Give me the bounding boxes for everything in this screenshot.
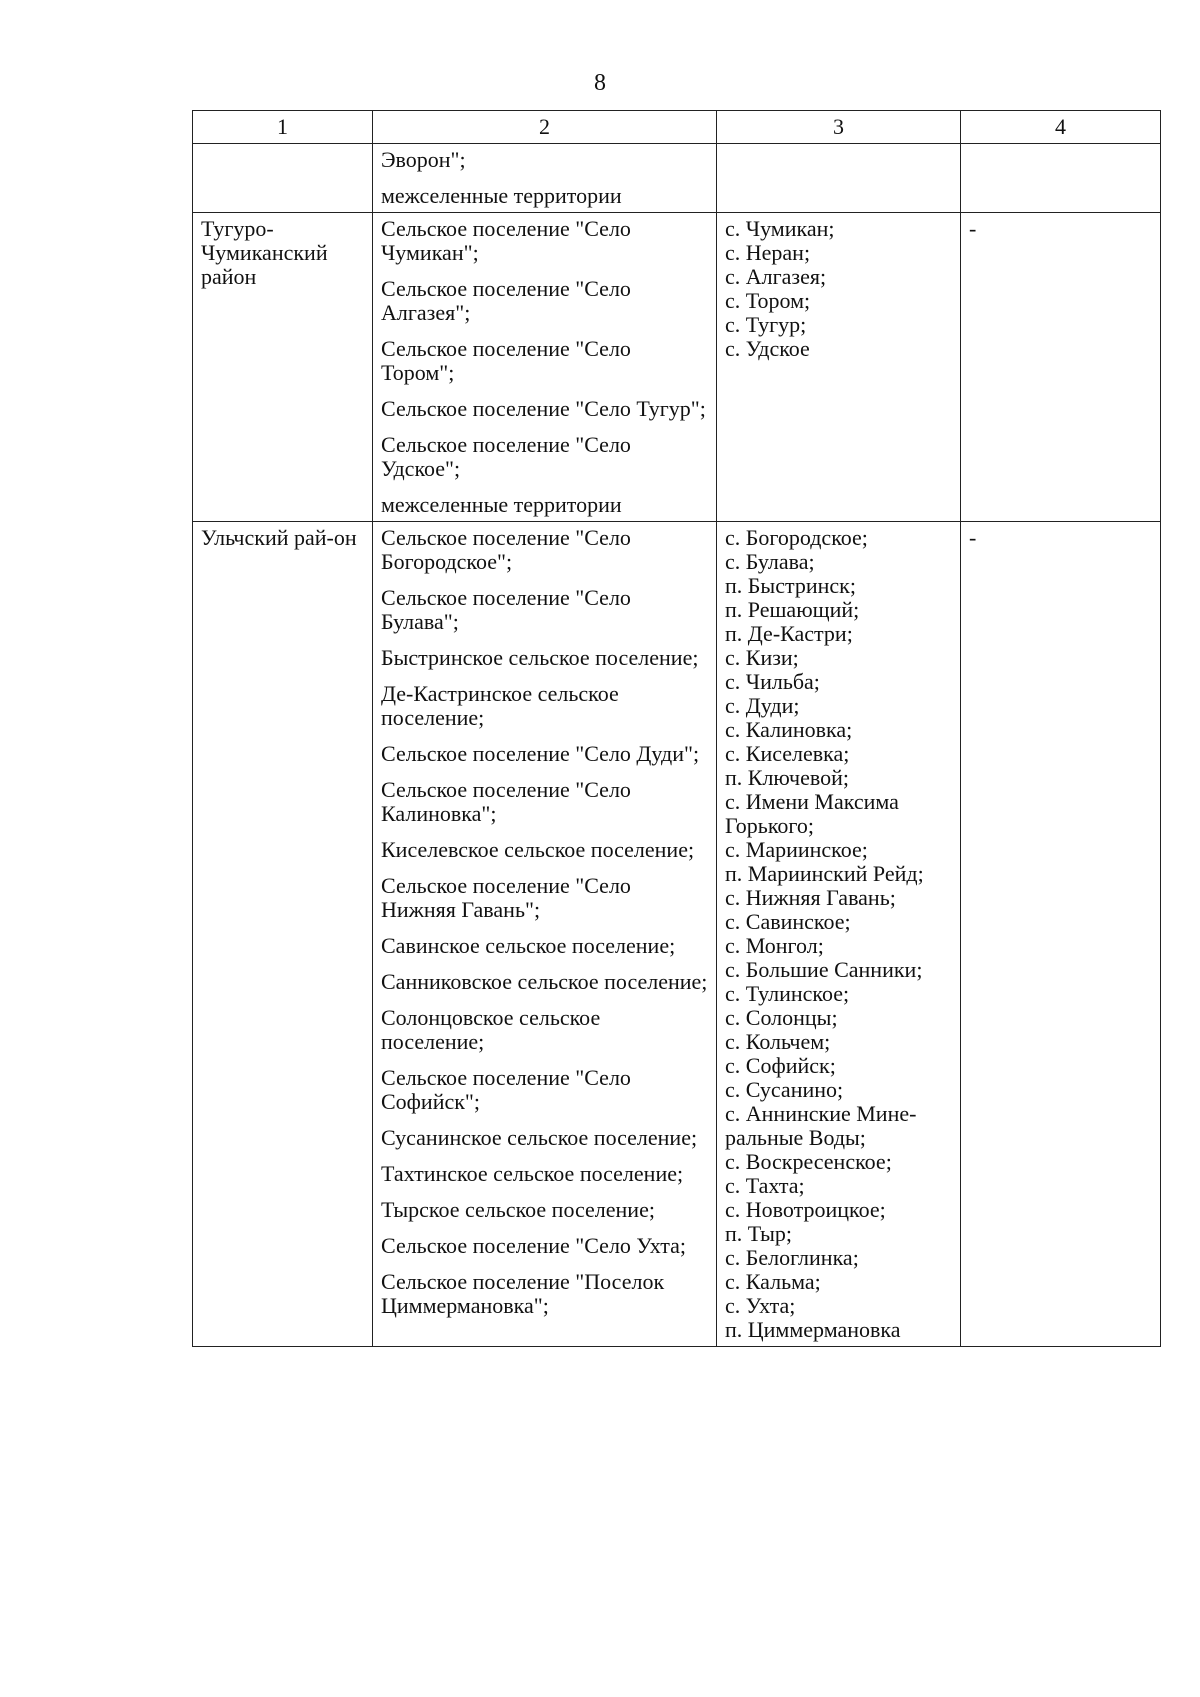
place-item: с. Удское — [725, 336, 810, 361]
place-item: с. Калиновка; — [725, 717, 853, 742]
place-item: с. Новотроицкое; — [725, 1197, 886, 1222]
place-item: п. Решающий; — [725, 597, 860, 622]
table-header-row — [193, 111, 1161, 144]
place-item: п. Де-Кастри; — [725, 621, 853, 646]
settlements-cell — [373, 522, 717, 1347]
settlement-entry: Сельское поселение "Село Удское"; — [381, 432, 631, 481]
settlement-entry: Сельское поселение "Село Чумикан"; — [381, 216, 631, 265]
place-item: с. Софийск; — [725, 1053, 836, 1078]
settlement-entry: Сельское поселение "Село Богородское"; — [381, 525, 631, 574]
settlement-entry: Сельское поселение "Село Софийск"; — [381, 1065, 631, 1114]
place-item: с. Алгазея; — [725, 264, 827, 289]
district-cell: Тугуро-Чумиканский район — [193, 213, 373, 522]
settlements-cell — [373, 144, 717, 213]
place-item: с. Белоглинка; — [725, 1245, 859, 1270]
settlement-entry: межселенные территории — [381, 183, 622, 208]
district-cell — [193, 144, 373, 213]
settlement-entry: межселенные территории — [381, 492, 622, 517]
settlement-entry: Сельское поселение "Село Калиновка"; — [381, 777, 631, 826]
column-4-cell: - — [961, 213, 1161, 522]
settlements-table — [192, 110, 1161, 1347]
settlement-entry: Сельское поселение "Село Дуди"; — [381, 741, 700, 766]
place-item: с. Монгол; — [725, 933, 824, 958]
place-item: п. Быстринск; — [725, 573, 856, 598]
place-item: с. Имени Максима Горького; — [725, 789, 899, 838]
settlement-entry: Сельское поселение "Село Булава"; — [381, 585, 631, 634]
table-body — [193, 144, 1161, 1347]
settlement-entry: Сельское поселение "Село Ухта; — [381, 1233, 687, 1258]
place-item: с. Солонцы; — [725, 1005, 838, 1030]
settlement-entry: Санниковское сельское поселение; — [381, 969, 708, 994]
column-4-cell — [961, 144, 1161, 213]
table-row — [193, 522, 1161, 1347]
place-item: с. Чильба; — [725, 669, 820, 694]
settlement-entry: Тахтинское сельское поселение; — [381, 1161, 684, 1186]
place-item: с. Тахта; — [725, 1173, 805, 1198]
table-row — [193, 213, 1161, 522]
place-item: с. Большие Санники; — [725, 957, 923, 982]
place-item: п. Тыр; — [725, 1221, 793, 1246]
header-cell: 3 — [717, 111, 961, 144]
place-item: с. Неран; — [725, 240, 811, 265]
place-item: п. Циммермановка — [725, 1317, 901, 1342]
place-item: с. Мариинское; — [725, 837, 868, 862]
place-item: п. Мариинский Рейд; — [725, 861, 924, 886]
district-cell: Ульчский рай-он — [193, 522, 373, 1347]
page-number: 8 — [594, 70, 606, 96]
place-item: с. Нижняя Гавань; — [725, 885, 896, 910]
settlement-entry: Сельское поселение "Село Алгазея"; — [381, 276, 631, 325]
place-item: с. Дуди; — [725, 693, 800, 718]
settlement-entry: Сельское поселение "Поселок Циммермановка"; — [381, 1269, 665, 1318]
settlement-entry: Де-Кастринское сельское поселение; — [381, 681, 619, 730]
table-row — [193, 144, 1161, 213]
place-item: с. Воскресенское; — [725, 1149, 892, 1174]
place-item: с. Киселевка; — [725, 741, 850, 766]
header-cell: 1 — [193, 111, 373, 144]
places-cell — [717, 213, 961, 522]
place-item: п. Ключевой; — [725, 765, 849, 790]
settlement-entry: Киселевское сельское поселение; — [381, 837, 695, 862]
places-cell — [717, 144, 961, 213]
place-item: с. Савинское; — [725, 909, 851, 934]
place-item: с. Чумикан; — [725, 216, 835, 241]
place-item: с. Булава; — [725, 549, 815, 574]
place-item: с. Сусанино; — [725, 1077, 844, 1102]
settlement-entry: Тырское сельское поселение; — [381, 1197, 655, 1222]
settlement-entry: Сусанинское сельское поселение; — [381, 1125, 698, 1150]
settlement-entry: Эворон"; — [381, 147, 466, 172]
settlement-entry: Сельское поселение "Село Тугур"; — [381, 396, 706, 421]
header-cell: 2 — [373, 111, 717, 144]
place-item: с. Ухта; — [725, 1293, 796, 1318]
settlement-entry: Сельское поселение "Село Нижняя Гавань"; — [381, 873, 631, 922]
settlement-entry: Савинское сельское поселение; — [381, 933, 676, 958]
place-item: с. Аннинские Мине-ральные Воды; — [725, 1101, 917, 1150]
settlement-entry: Солонцовское сельское поселение; — [381, 1005, 601, 1054]
place-item: с. Кольчем; — [725, 1029, 831, 1054]
place-item: с. Тором; — [725, 288, 811, 313]
place-item: с. Кизи; — [725, 645, 799, 670]
place-item: с. Богородское; — [725, 525, 868, 550]
header-cell: 4 — [961, 111, 1161, 144]
place-item: с. Тугур; — [725, 312, 807, 337]
column-4-cell: - — [961, 522, 1161, 1347]
settlement-entry: Быстринское сельское поселение; — [381, 645, 699, 670]
places-cell — [717, 522, 961, 1347]
settlements-cell — [373, 213, 717, 522]
place-item: с. Тулинское; — [725, 981, 850, 1006]
settlement-entry: Сельское поселение "Село Тором"; — [381, 336, 631, 385]
place-item: с. Кальма; — [725, 1269, 821, 1294]
